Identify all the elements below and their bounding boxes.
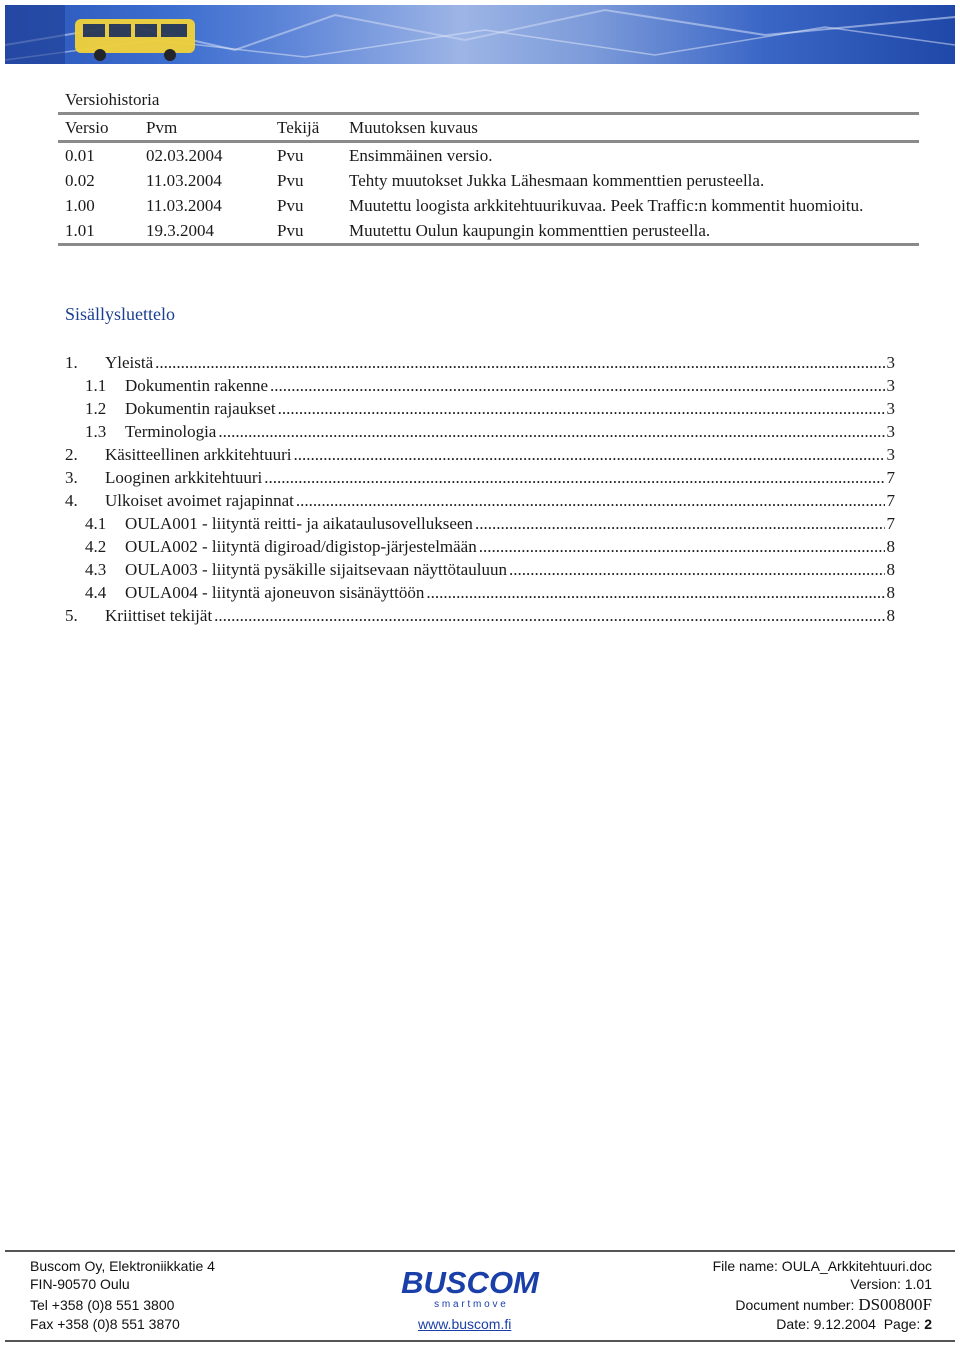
toc-leader-dots [278,399,885,419]
toc-entry-label: Dokumentin rajaukset [125,399,276,418]
table-cell: 02.03.2004 [146,146,223,165]
toc-entry[interactable] [65,442,895,465]
toc-entry-page: 8 [886,583,895,602]
table-cell: Muutettu Oulun kaupungin kommenttien perusteella. [342,218,919,245]
toc-leader-dots [270,376,884,396]
toc-entry-number: 4.4 [85,583,107,602]
toc-entry-number: 4.2 [85,537,107,556]
toc-entry-number: 1.2 [85,399,107,418]
toc-entry-number: 1.3 [85,422,107,441]
footer-bottom-rule [5,1340,955,1342]
column-header: Muutoksen kuvaus [342,114,919,142]
bus-icon [75,19,195,61]
toc-leader-dots [475,514,885,534]
toc-entry-label: Terminologia [125,422,217,441]
footer-version: Version: 1.01 [850,1276,932,1292]
toc-entry[interactable] [65,350,895,373]
table-cell: Ensimmäinen versio. [349,146,493,165]
toc-entry-number: 4. [65,491,78,510]
toc-entry-page: 8 [886,606,895,625]
version-history-title: Versiohistoria [65,90,160,109]
toc-entry[interactable] [65,465,895,488]
toc-leader-dots [155,353,884,373]
toc-entry-page: 8 [886,560,895,579]
toc-entry-page: 3 [886,353,895,372]
toc-entry[interactable] [65,511,895,534]
table-cell: 0.01 [65,146,95,165]
toc-entry-number: 4.1 [85,514,107,533]
table-cell: 0.02 [65,171,95,190]
toc-leader-dots [293,445,884,465]
toc-entry-label: Dokumentin rakenne [125,376,269,395]
footer-postal: FIN-90570 Oulu [30,1276,130,1292]
footer-top-rule [5,1250,955,1252]
toc-entry[interactable] [65,396,895,419]
column-header: Versio [58,114,139,142]
table-row [58,218,919,245]
buscom-logo-graphic [400,1263,540,1311]
toc-leader-dots [218,422,884,442]
page-label: Page: [883,1316,925,1332]
toc-entry-page: 7 [886,491,895,510]
table-cell: 19.3.2004 [139,218,270,245]
toc-entry-label: OULA004 - liityntä ajoneuvon sisänäyttöön [125,583,425,602]
toc-entry-number: 4.3 [85,560,107,579]
footer-document-number [735,1295,932,1315]
toc-entry-number: 2. [65,445,78,464]
table-cell: Pvu [277,146,304,165]
toc-entry-number: 5. [65,606,78,625]
document-number-value: DS00800F [858,1295,932,1314]
toc-entry-number: 1.1 [85,376,107,395]
column-header: Tekijä [270,114,342,142]
toc-entry-page: 3 [886,399,895,418]
header-banner-image [5,5,955,64]
table-cell: Muutettu loogista arkkitehtuurikuvaa. Peek Traffic:n kommentit huomioitu. [349,196,864,215]
table-cell: Pvu [270,218,342,245]
toc-leader-dots [296,491,885,511]
column-header: Pvm [139,114,270,142]
toc-entry-label: OULA001 - liityntä reitti- ja aikataulusovellukseen [125,514,473,533]
footer-date-page [776,1316,932,1332]
toc-entry-label: Ulkoiset avoimet rajapinnat [105,491,294,510]
buscom-logo [400,1263,540,1311]
table-of-contents [65,350,895,626]
toc-entry-page: 7 [886,514,895,533]
table-row [58,168,919,193]
toc-leader-dots [264,468,884,488]
table-row [58,142,919,169]
table-cell: Pvu [277,171,304,190]
toc-entry-page: 3 [886,445,895,464]
table-cell: Tehty muutokset Jukka Lähesmaan kommenttien perusteella. [349,171,765,190]
toc-entry[interactable] [65,557,895,580]
toc-entry-label: Käsitteellinen arkkitehtuuri [105,445,292,464]
toc-leader-dots [214,606,884,626]
toc-entry-number: 3. [65,468,78,487]
document-number-label: Document number: [735,1297,859,1313]
table-header-row [58,114,919,142]
toc-entry-label: Yleistä [105,353,154,372]
toc-leader-dots [509,560,885,580]
toc-entry[interactable] [65,534,895,557]
website-link[interactable]: www.buscom.fi [418,1316,512,1332]
toc-entry-page: 3 [886,422,895,441]
table-cell: 1.00 [65,196,95,215]
toc-leader-dots [479,537,885,557]
toc-entry-label: Looginen arkkitehtuuri [105,468,263,487]
version-history-table [58,112,919,246]
toc-entry[interactable] [65,580,895,603]
table-cell: Pvu [277,196,304,215]
toc-leader-dots [426,583,884,603]
toc-entry[interactable] [65,373,895,396]
logo-wordmark: BUSCOM [401,1265,539,1300]
table-cell: 11.03.2004 [146,196,222,215]
footer-file-name: File name: OULA_Arkkitehtuuri.doc [712,1258,932,1274]
toc-title: Sisällysluettelo [65,304,175,324]
table-cell: 1.01 [58,218,139,245]
footer-fax: Fax +358 (0)8 551 3870 [30,1316,180,1332]
footer-company: Buscom Oy, Elektroniikkatie 4 [30,1258,215,1274]
table-cell: 11.03.2004 [146,171,222,190]
toc-entry[interactable] [65,603,895,626]
toc-entry-page: 8 [886,537,895,556]
toc-entry-page: 3 [886,376,895,395]
bus-banner-graphic [5,5,955,64]
toc-entry-label: OULA002 - liityntä digiroad/digistop-järjestelmään [125,537,477,556]
footer-tel: Tel +358 (0)8 551 3800 [30,1297,175,1313]
table-row [58,193,919,218]
toc-entry[interactable] [65,419,895,442]
logo-tagline: s m a r t m o v e [434,1299,506,1310]
footer-date: Date: 9.12.2004 [776,1316,876,1332]
toc-entry-label: OULA003 - liityntä pysäkille sijaitsevaan näyttötauluun [125,560,507,579]
toc-entry-label: Kriittiset tekijät [105,606,213,625]
toc-entry-page: 7 [886,468,895,487]
toc-entry-number: 1. [65,353,78,372]
toc-entry[interactable] [65,488,895,511]
page-number: 2 [924,1316,932,1332]
